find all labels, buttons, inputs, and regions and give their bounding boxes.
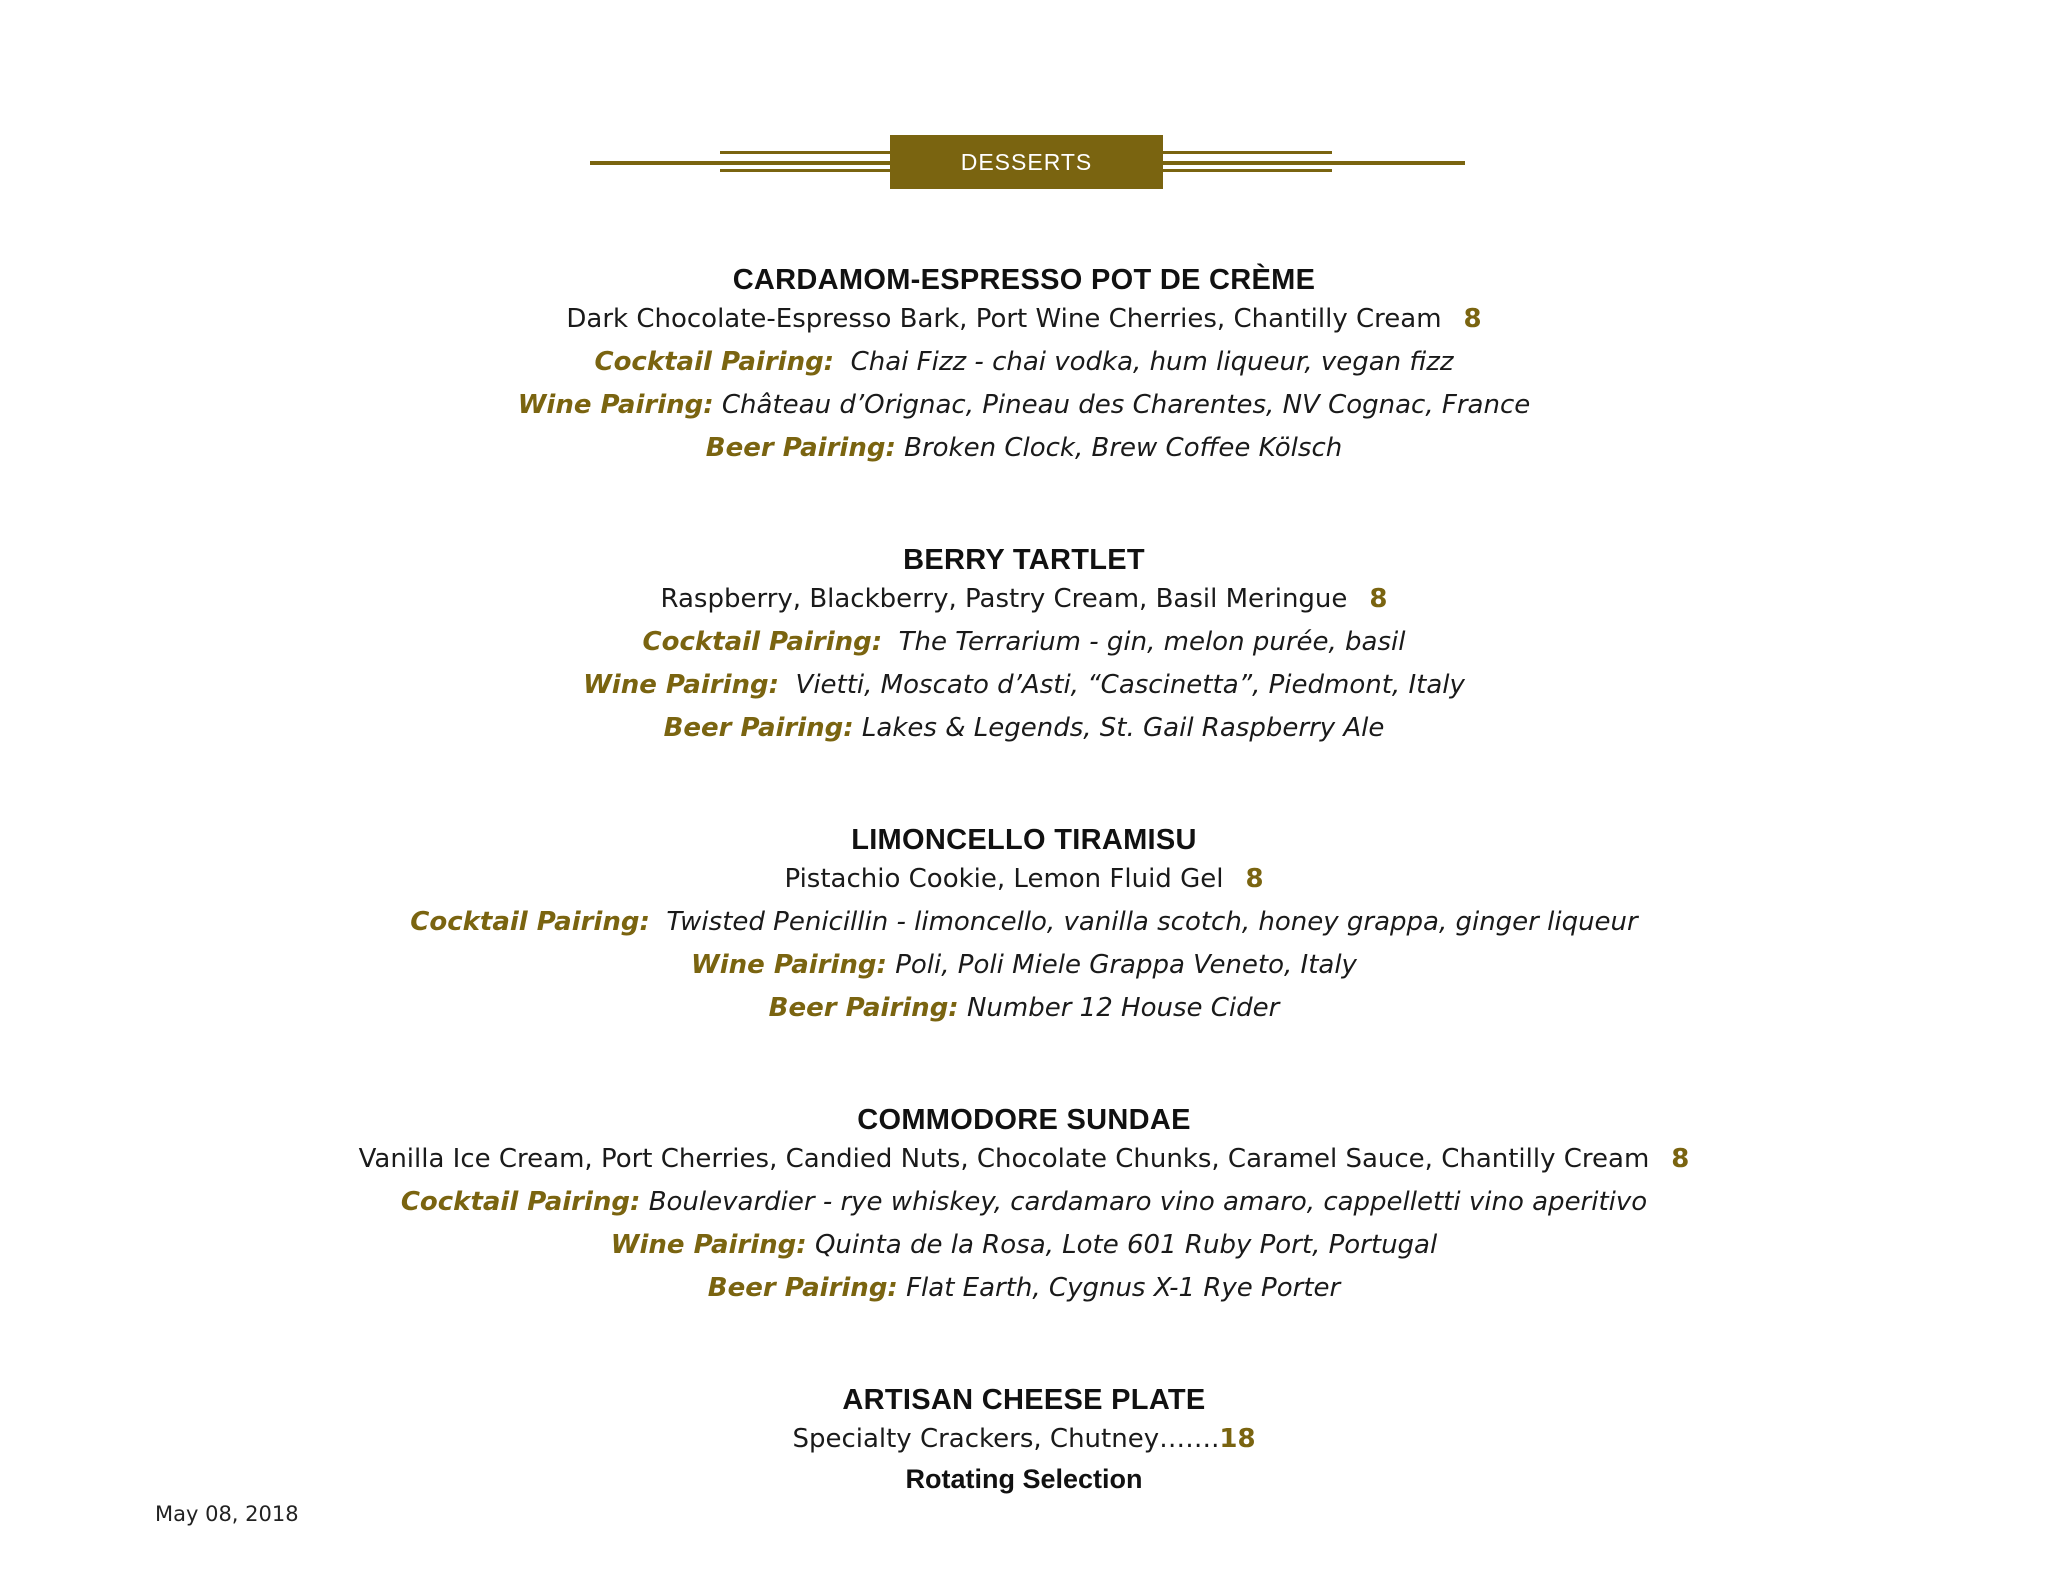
item-description-line <box>0 858 2048 901</box>
beer-pairing <box>0 427 2048 470</box>
item-price: 8 <box>1671 1144 1690 1174</box>
menu-item <box>0 822 2048 1030</box>
banner-rule <box>1160 151 1332 154</box>
banner-rule <box>1160 169 1332 172</box>
wine-pairing-text: Quinta de la Rosa, Lote 601 Ruby Port, Portugal <box>814 1230 1438 1260</box>
beer-pairing-text: Broken Clock, Brew Coffee Kölsch <box>904 433 1343 463</box>
item-description: Pistachio Cookie, Lemon Fluid Gel <box>784 864 1224 894</box>
item-description-line <box>0 298 2048 341</box>
wine-pairing <box>0 944 2048 987</box>
footer-date: May 08, 2018 <box>155 1502 299 1526</box>
section-banner <box>0 0 2048 220</box>
item-price: 8 <box>1245 864 1264 894</box>
cocktail-pairing-label: Cocktail Pairing: <box>594 347 835 377</box>
cocktail-pairing-label: Cocktail Pairing: <box>400 1187 641 1217</box>
item-title: BERRY TARTLET <box>903 544 1145 576</box>
banner-rule <box>720 151 900 154</box>
banner-rule <box>720 169 900 172</box>
item-price: 8 <box>1369 584 1388 614</box>
menu-item-cheese <box>0 1382 2048 1497</box>
menu-item <box>0 542 2048 750</box>
beer-pairing-text: Flat Earth, Cygnus X-1 Rye Porter <box>906 1273 1341 1303</box>
cocktail-pairing-text: Chai Fizz - chai vodka, hum liqueur, vegan fizz <box>850 347 1454 377</box>
cocktail-pairing-text: Twisted Penicillin - limoncello, vanilla scotch, honey grappa, ginger liqueur <box>666 907 1638 937</box>
item-description-line <box>0 578 2048 621</box>
item-description: Raspberry, Blackberry, Pastry Cream, Basil Meringue <box>660 584 1348 614</box>
beer-pairing <box>0 1267 2048 1310</box>
wine-pairing-text: Vietti, Moscato d’Asti, “Cascinetta”, Piedmont, Italy <box>795 670 1465 700</box>
item-title: ARTISAN CHEESE PLATE <box>842 1384 1206 1416</box>
item-title: COMMODORE SUNDAE <box>857 1104 1191 1136</box>
dessert-list <box>0 262 2048 1569</box>
beer-pairing-label: Beer Pairing: <box>705 433 896 463</box>
beer-pairing <box>0 707 2048 750</box>
beer-pairing-text: Lakes & Legends, St. Gail Raspberry Ale <box>861 713 1385 743</box>
item-note: Rotating Selection <box>905 1464 1143 1494</box>
item-title: LIMONCELLO TIRAMISU <box>851 824 1197 856</box>
beer-pairing <box>0 987 2048 1030</box>
cocktail-pairing-text: The Terrarium - gin, melon purée, basil <box>898 627 1406 657</box>
beer-pairing-label: Beer Pairing: <box>768 993 959 1023</box>
beer-pairing-label: Beer Pairing: <box>663 713 854 743</box>
item-description: Vanilla Ice Cream, Port Cherries, Candied Nuts, Chocolate Chunks, Caramel Sauce, Chantilly Cream <box>358 1144 1650 1174</box>
item-description: Dark Chocolate-Espresso Bark, Port Wine Cherries, Chantilly Cream <box>566 304 1442 334</box>
wine-pairing-label: Wine Pairing: <box>583 670 779 700</box>
wine-pairing <box>0 1224 2048 1267</box>
banner-rule <box>590 161 900 165</box>
wine-pairing-label: Wine Pairing: <box>691 950 887 980</box>
beer-pairing-text: Number 12 House Cider <box>966 993 1280 1023</box>
wine-pairing-label: Wine Pairing: <box>517 390 714 420</box>
wine-pairing <box>0 384 2048 427</box>
cocktail-pairing-label: Cocktail Pairing: <box>642 627 883 657</box>
section-title: DESSERTS <box>890 135 1163 189</box>
menu-item <box>0 262 2048 470</box>
cocktail-pairing-text: Boulevardier - rye whiskey, cardamaro vino amaro, cappelletti vino aperitivo <box>648 1187 1648 1217</box>
item-title: CARDAMOM-ESPRESSO POT DE CRÈME <box>732 264 1316 296</box>
item-price: 8 <box>1463 304 1482 334</box>
cocktail-pairing <box>0 621 2048 664</box>
cocktail-pairing-label: Cocktail Pairing: <box>410 907 650 937</box>
cocktail-pairing <box>0 901 2048 944</box>
item-description: Specialty Crackers, Chutney……. <box>792 1424 1220 1454</box>
wine-pairing-text: Château d’Orignac, Pineau des Charentes, NV Cognac, France <box>721 390 1531 420</box>
wine-pairing-label: Wine Pairing: <box>610 1230 807 1260</box>
wine-pairing-text: Poli, Poli Miele Grappa Veneto, Italy <box>895 950 1357 980</box>
item-description-line <box>0 1418 2048 1461</box>
beer-pairing-label: Beer Pairing: <box>707 1273 898 1303</box>
cocktail-pairing <box>0 1181 2048 1224</box>
wine-pairing <box>0 664 2048 707</box>
item-price: 18 <box>1219 1424 1256 1454</box>
cocktail-pairing <box>0 341 2048 384</box>
banner-rule <box>1160 161 1465 165</box>
menu-item <box>0 1102 2048 1310</box>
item-description-line <box>0 1138 2048 1181</box>
